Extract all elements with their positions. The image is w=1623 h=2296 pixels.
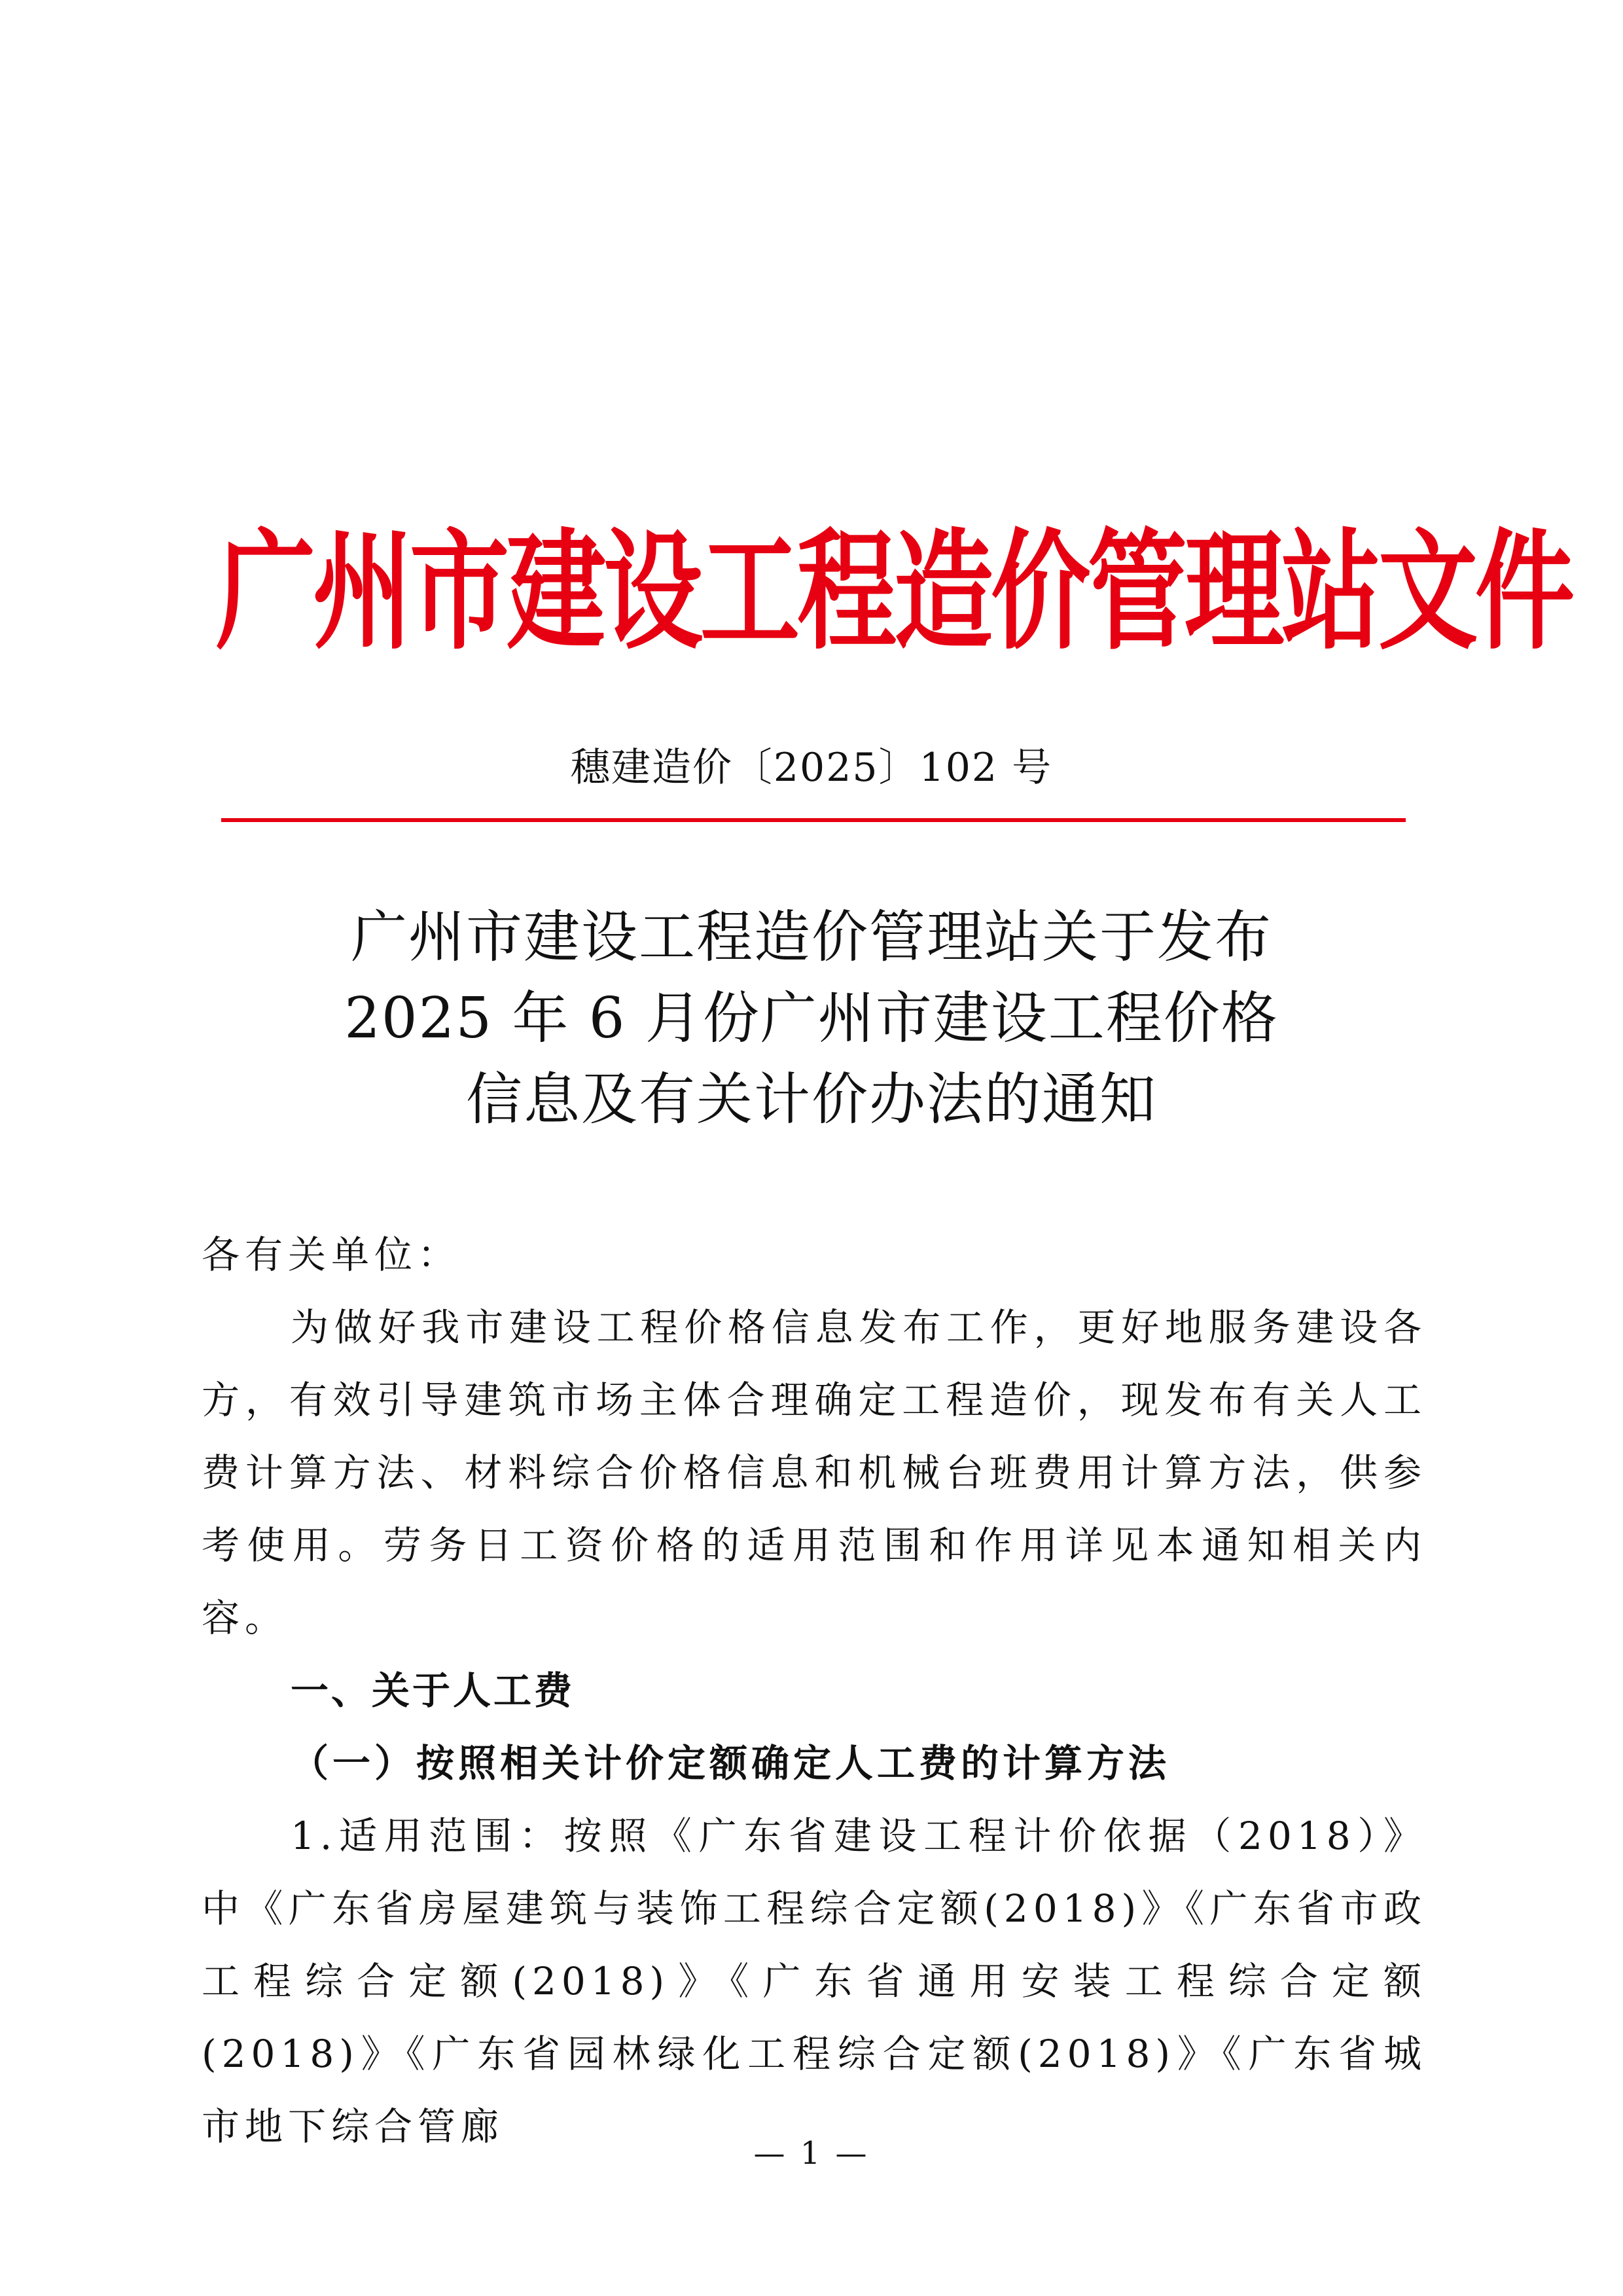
subsection-heading: （一）按照相关计价定额确定人工费的计算方法 xyxy=(291,1741,1171,1785)
page-number: — 1 — xyxy=(753,2135,870,2172)
salutation: 各有关单位： xyxy=(202,1232,461,1277)
intro-paragraph: 为做好我市建设工程价格信息发布工作，更好地服务建设各方，有效引导建筑市场主体合理确定工程造价，现发布有关人工费计算方法、材料综合价格信息和机械台班费用计算方法，供参考使用。劳务日工资价格的适用范围和作用详见本通知相关内容。 xyxy=(202,1305,1427,1640)
notice-title-line: 信息及有关计价办法的通知 xyxy=(466,1067,1157,1132)
document-number: 穗建造价〔2025〕102 号 xyxy=(570,745,1053,791)
notice-title-line: 广州市建设工程造价管理站关于发布 xyxy=(351,905,1272,970)
document-body xyxy=(202,1219,1427,2163)
notice-title xyxy=(0,897,1623,1140)
item-paragraph: 1.适用范围：按照《广东省建设工程计价依据（2018）》中《广东省房屋建筑与装饰工程综合定额(2018)》《广东省市政工程综合定额(2018)》《广东省通用安装工程综合定额(2018)》《广东省园林绿化工程综合定额(2018)》《广东省城市地下综合管廊 xyxy=(202,1814,1427,2149)
section-heading: 一、关于人工费 xyxy=(291,1668,575,1713)
red-divider-line xyxy=(221,818,1406,822)
document-header-title: 广州市建设工程造价管理站文件 xyxy=(216,516,1572,668)
notice-title-line: 2025 年 6 月份广州市建设工程价格 xyxy=(344,986,1279,1051)
